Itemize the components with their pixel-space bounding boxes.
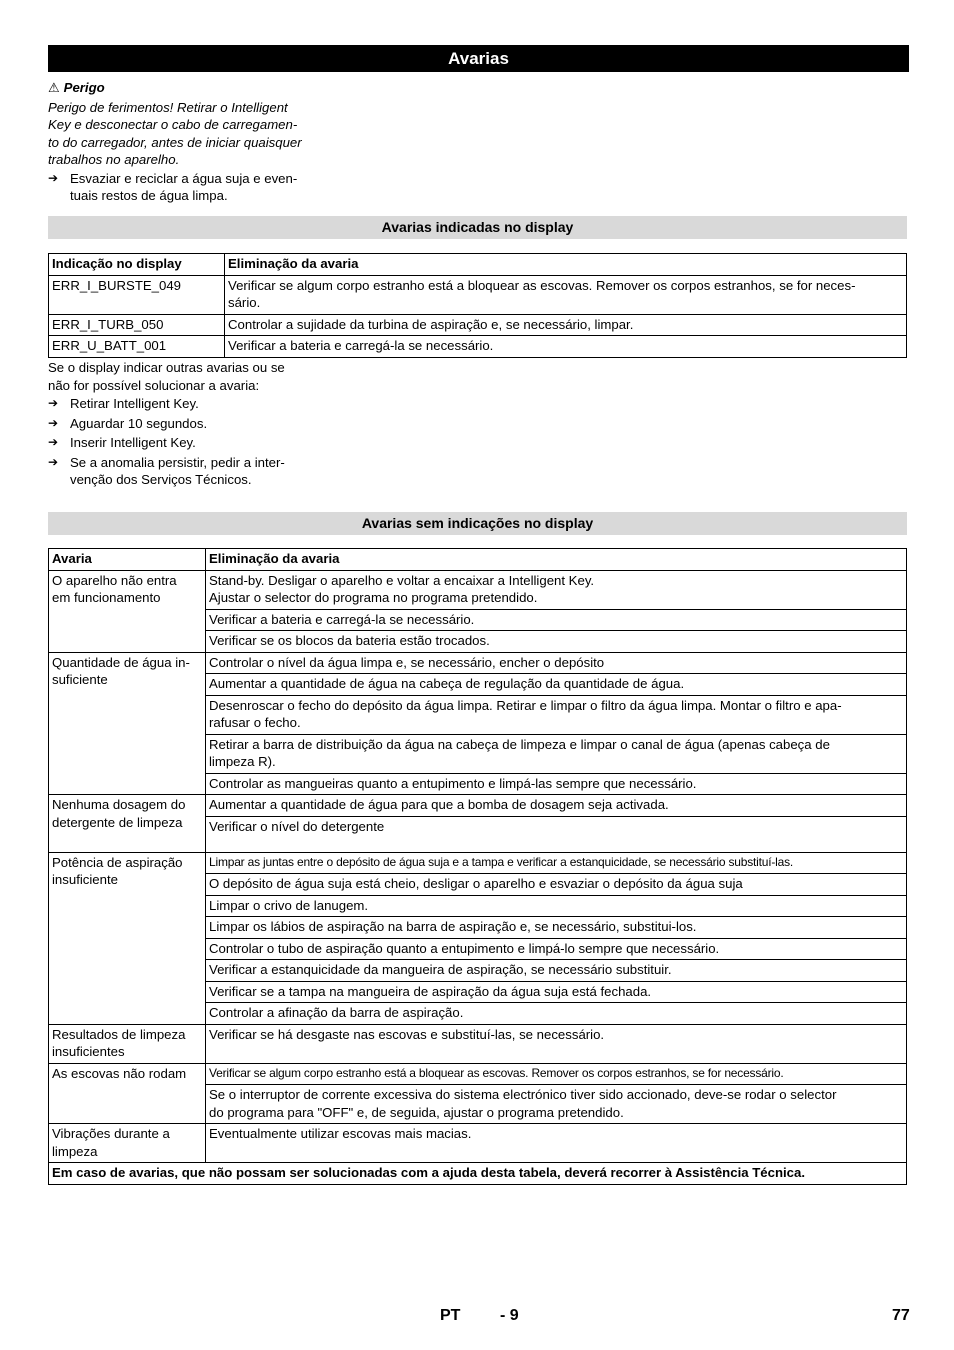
remedy-cell bbox=[225, 275, 907, 314]
table-row bbox=[49, 1124, 907, 1163]
table-row bbox=[49, 852, 907, 874]
fault-cell bbox=[49, 652, 206, 795]
remedy-line: Verificar a bateria e carregá-la se necessário. bbox=[209, 611, 475, 627]
fault-line: Resultados de limpeza bbox=[52, 1026, 186, 1042]
remedy-line: sário. bbox=[228, 295, 261, 310]
step-text bbox=[70, 396, 199, 411]
display-faults-table bbox=[48, 253, 907, 358]
remedy-line: Verificar se há desgaste nas escovas e substituí-las, se necessário. bbox=[209, 1026, 605, 1042]
step-line: Aguardar 10 segundos. bbox=[70, 415, 208, 431]
warning-text-line: Perigo de ferimentos! Retirar o Intelligent bbox=[48, 99, 288, 115]
error-code-cell: ERR_I_BURSTE_049 bbox=[49, 275, 225, 314]
instruction-step bbox=[48, 395, 338, 413]
warning-step-line: Esvaziar e reciclar a água suja e even- bbox=[70, 170, 298, 186]
remedy-cell bbox=[206, 631, 907, 653]
footer-section-page: - 9 bbox=[500, 1307, 519, 1324]
fault-line: Vibrações durante a bbox=[52, 1126, 170, 1141]
section-heading-display: Avarias indicadas no display bbox=[48, 216, 907, 239]
fault-line: O aparelho não entra bbox=[52, 572, 177, 588]
warning-text-line: trabalhos no aparelho. bbox=[48, 152, 180, 167]
warning-heading-text: Perigo bbox=[63, 80, 105, 95]
table-row bbox=[49, 314, 907, 336]
warning-step bbox=[48, 170, 328, 205]
error-code-cell: ERR_U_BATT_001 bbox=[49, 336, 225, 358]
remedy-line: Limpar o crivo de lanugem. bbox=[209, 897, 369, 913]
fault-cell bbox=[49, 1063, 206, 1124]
remedy-line: Aumentar a quantidade de água para que a bomba de dosagem seja activada. bbox=[209, 797, 669, 812]
instruction-step bbox=[48, 454, 338, 489]
remedy-cell bbox=[206, 938, 907, 960]
remedy-cell bbox=[206, 1063, 907, 1085]
table-row bbox=[49, 1024, 907, 1063]
table-header-cell: Eliminação da avaria bbox=[206, 549, 907, 571]
remedy-cell bbox=[206, 852, 907, 874]
warning-triangle-icon: ⚠ bbox=[48, 80, 60, 95]
fault-line: em funcionamento bbox=[52, 590, 161, 605]
table-row bbox=[49, 652, 907, 674]
remedy-cell bbox=[206, 1124, 907, 1163]
remedy-line: O depósito de água suja está cheio, desligar o aparelho e esvaziar o depósito da água suja bbox=[209, 876, 743, 891]
remedy-cell bbox=[225, 314, 907, 336]
other-faults-steps bbox=[48, 395, 338, 489]
remedy-line: Verificar a estanquicidade da mangueira de aspiração, se necessário substituir. bbox=[209, 962, 672, 977]
table-row bbox=[49, 570, 907, 609]
fault-line: Quantidade de água in- bbox=[52, 654, 190, 670]
remedy-line: Controlar a sujidade da turbina de aspiração e, se necessário, limpar. bbox=[228, 316, 634, 332]
step-line: Se a anomalia persistir, pedir a inter- bbox=[70, 454, 285, 470]
remedy-line: Controlar as mangueiras quanto a entupimento e limpá-las sempre que necessário. bbox=[209, 775, 697, 791]
remedy-line: rafusar o fecho. bbox=[209, 715, 301, 730]
table-row bbox=[49, 795, 907, 817]
remedy-cell bbox=[206, 1003, 907, 1025]
remedy-line: Verificar se algum corpo estranho está a bloquear as escovas. Remover os corpos estranhos, se for necessário. bbox=[209, 1065, 784, 1080]
remedy-line: Limpar as juntas entre o depósito de água suja e a tampa e verificar a estanquicidade, se necessário substituí-las. bbox=[209, 854, 794, 869]
fault-line: suficiente bbox=[52, 672, 108, 687]
warning-step-line: tuais restos de água limpa. bbox=[70, 188, 228, 203]
arrow-right-icon: ➔ bbox=[48, 396, 59, 410]
footer-page-number: 77 bbox=[892, 1307, 910, 1324]
remedy-line: do programa para "OFF" e, de seguida, ajustar o programa pretendido. bbox=[209, 1104, 624, 1120]
footer-note-cell: Em caso de avarias, que não possam ser solucionadas com a ajuda desta tabela, deverá recorrer à Assistência Técnica. bbox=[49, 1163, 907, 1185]
intro-line: Se o display indicar outras avarias ou se bbox=[48, 360, 285, 375]
step-line: venção dos Serviços Técnicos. bbox=[70, 472, 252, 487]
remedy-cell bbox=[206, 917, 907, 939]
remedy-cell bbox=[206, 874, 907, 896]
remedy-line: Verificar se algum corpo estranho está a bloquear as escovas. Remover os corpos estranhos, se for neces- bbox=[228, 277, 856, 293]
arrow-right-icon: ➔ bbox=[48, 415, 59, 430]
fault-cell bbox=[49, 852, 206, 1024]
table-row bbox=[49, 336, 907, 358]
remedy-cell bbox=[206, 795, 907, 817]
remedy-cell bbox=[206, 1085, 907, 1124]
table-row bbox=[49, 275, 907, 314]
table-footer-row bbox=[49, 1163, 907, 1185]
other-faults-intro bbox=[48, 359, 338, 394]
remedy-cell bbox=[206, 816, 907, 852]
remedy-line: limpeza R). bbox=[209, 754, 276, 769]
remedy-line: Aumentar a quantidade de água na cabeça de regulação da quantidade de água. bbox=[209, 676, 685, 691]
remedy-cell bbox=[206, 895, 907, 917]
remedy-line: Controlar o nível da água limpa e, se necessário, encher o depósito bbox=[209, 654, 605, 670]
step-line: Retirar Intelligent Key. bbox=[70, 396, 199, 411]
warning-heading bbox=[48, 79, 328, 97]
remedy-line: Ajustar o selector do programa no programa pretendido. bbox=[209, 590, 538, 605]
step-text bbox=[70, 435, 196, 450]
warning-block bbox=[48, 79, 328, 205]
fault-line: insuficientes bbox=[52, 1044, 125, 1059]
remedy-cell bbox=[206, 570, 907, 609]
remedy-cell bbox=[206, 609, 907, 631]
fault-line: As escovas não rodam bbox=[52, 1065, 187, 1081]
remedy-line: Controlar a afinação da barra de aspiração. bbox=[209, 1005, 464, 1020]
remedy-cell bbox=[206, 981, 907, 1003]
remedy-line: Stand-by. Desligar o aparelho e voltar a encaixar a Intelligent Key. bbox=[209, 572, 595, 588]
table-header-cell: Avaria bbox=[49, 549, 206, 571]
footer-language: PT bbox=[440, 1307, 461, 1324]
remedy-line: Se o interruptor de corrente excessiva do sistema electrónico tiver sido accionado, deve-se rodar o selector bbox=[209, 1087, 837, 1102]
table-row bbox=[49, 1063, 907, 1085]
warning-text bbox=[48, 99, 328, 169]
table-header-row bbox=[49, 549, 907, 571]
step-line: Inserir Intelligent Key. bbox=[70, 435, 196, 450]
fault-line: Potência de aspiração bbox=[52, 854, 183, 870]
remedy-cell bbox=[206, 734, 907, 773]
page-title: Avarias bbox=[48, 45, 909, 72]
remedy-line: Verificar se os blocos da bateria estão trocados. bbox=[209, 633, 490, 648]
remedy-cell bbox=[206, 674, 907, 696]
warning-text-line: Key e desconectar o cabo de carregamen- bbox=[48, 117, 298, 132]
fault-line: limpeza bbox=[52, 1143, 98, 1159]
remedy-line: Limpar os lábios de aspiração na barra de aspiração e, se necessário, substitui-los. bbox=[209, 919, 697, 934]
step-text bbox=[70, 416, 207, 431]
remedy-line: Verificar se a tampa na mangueira de aspiração da água suja está fechada. bbox=[209, 983, 652, 999]
remedy-cell bbox=[206, 695, 907, 734]
fault-cell bbox=[49, 795, 206, 853]
remedy-line: Eventualmente utilizar escovas mais macias. bbox=[209, 1126, 472, 1141]
remedy-cell bbox=[206, 773, 907, 795]
remedy-line: Verificar a bateria e carregá-la se necessário. bbox=[228, 338, 494, 353]
instruction-step bbox=[48, 434, 338, 452]
fault-line: detergente de limpeza bbox=[52, 814, 183, 830]
remedy-line: Retirar a barra de distribuição da água na cabeça de limpeza e limpar o canal de água (apenas cabeça de bbox=[209, 736, 830, 752]
remedy-cell bbox=[225, 336, 907, 358]
fault-cell bbox=[49, 1124, 206, 1163]
table-header-cell: Indicação no display bbox=[49, 254, 225, 276]
fault-line: insuficiente bbox=[52, 872, 118, 887]
remedy-line: Controlar o tubo de aspiração quanto a entupimento e limpá-lo sempre que necessário. bbox=[209, 940, 720, 956]
remedy-line: Desenroscar o fecho do depósito da água limpa. Retirar e limpar o filtro da água limpa. Montar o filtro e apa- bbox=[209, 697, 842, 713]
remedy-cell bbox=[206, 960, 907, 982]
error-code-cell: ERR_I_TURB_050 bbox=[49, 314, 225, 336]
no-display-faults-table bbox=[48, 548, 907, 1185]
intro-line: não for possível solucionar a avaria: bbox=[48, 377, 260, 393]
fault-cell bbox=[49, 570, 206, 652]
arrow-right-icon: ➔ bbox=[48, 170, 59, 185]
arrow-right-icon: ➔ bbox=[48, 454, 59, 469]
step-text bbox=[70, 455, 285, 488]
instruction-step bbox=[48, 415, 338, 433]
remedy-cell bbox=[206, 652, 907, 674]
section-heading-no-display: Avarias sem indicações no display bbox=[48, 512, 907, 535]
other-faults-block bbox=[48, 359, 338, 489]
remedy-cell bbox=[206, 1024, 907, 1063]
table-header-cell: Eliminação da avaria bbox=[225, 254, 907, 276]
arrow-right-icon: ➔ bbox=[48, 435, 59, 449]
remedy-line: Verificar o nível do detergente bbox=[209, 818, 385, 834]
fault-cell bbox=[49, 1024, 206, 1063]
warning-text-line: to do carregador, antes de iniciar quaisquer bbox=[48, 134, 302, 150]
fault-line: Nenhuma dosagem do bbox=[52, 797, 186, 812]
table-header-row bbox=[49, 254, 907, 276]
